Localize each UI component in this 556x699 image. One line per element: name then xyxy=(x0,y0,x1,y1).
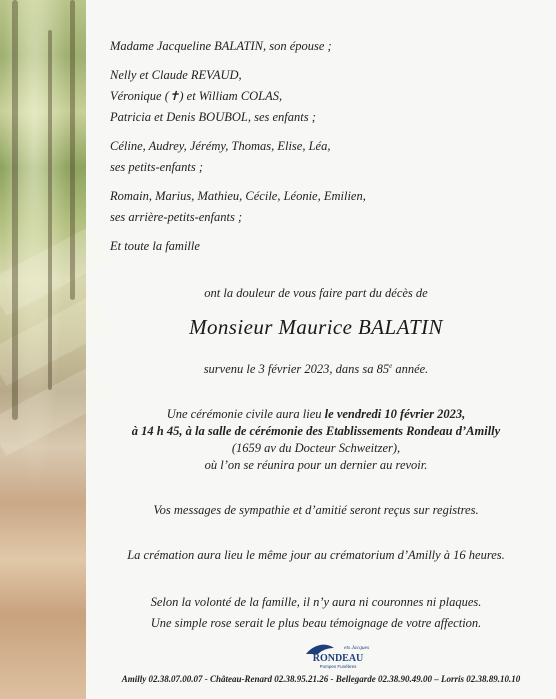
deceased-name: Monsieur Maurice BALATIN xyxy=(189,315,443,339)
ceremony-date: le vendredi 10 février 2023, xyxy=(324,407,466,421)
family-closing: Et toute la famille xyxy=(110,239,200,253)
wish-line: Selon la volonté de la famille, il n’y aura ni couronnes ni plaques. xyxy=(150,595,482,609)
spouse-line: Madame Jacqueline BALATIN, son épouse ; xyxy=(110,39,332,53)
death-suffix: année. xyxy=(392,362,429,377)
child-line: Patricia et Denis BOUBOL, ses enfants ; xyxy=(110,110,316,124)
logo-top-text: ets Jacques xyxy=(344,645,370,651)
wishes-block xyxy=(86,592,546,634)
great-grandchildren-names: Romain, Marius, Mathieu, Cécile, Léonie, Emilien, xyxy=(110,189,366,203)
logo-main-text: RONDEAU xyxy=(312,653,364,664)
forest-photo-strip xyxy=(0,0,86,699)
child-line: Véronique (✝) et William COLAS, xyxy=(110,89,283,103)
grandchildren-names: Céline, Audrey, Jérémy, Thomas, Elise, Léa, xyxy=(110,139,331,153)
messages-text: Vos messages de sympathie et d’amitié seront reçus sur registres. xyxy=(153,503,479,517)
rondeau-logo xyxy=(300,640,376,674)
ceremony-venue: à 14 h 45, à la salle de cérémonie des Etablissements Rondeau d’Amilly xyxy=(131,424,501,438)
announcement-text: ont la douleur de vous faire part du décès de xyxy=(204,286,428,300)
wish-line: Une simple rose serait le plus beau témoignage de votre affection. xyxy=(150,616,482,630)
cremation-text: La crémation aura lieu le même jour au crématorium d’Amilly à 16 heures. xyxy=(127,548,505,562)
family-list xyxy=(110,36,366,265)
death-date-text xyxy=(86,356,546,380)
ceremony-block xyxy=(86,406,546,474)
logo-sub-text: Pompes Funèbres xyxy=(319,664,357,669)
child-line: Nelly et Claude REVAUD, xyxy=(110,68,242,82)
ceremony-address: (1659 av du Docteur Schweitzer), xyxy=(231,441,401,455)
obituary-page xyxy=(86,0,556,699)
grandchildren-label: ses petits-enfants ; xyxy=(110,160,204,174)
death-prefix: survenu le 3 février 2023, dans sa 85 xyxy=(203,362,390,377)
ceremony-farewell: où l’on se réunira pour un dernier au revoir. xyxy=(204,458,428,472)
ceremony-intro: Une cérémonie civile aura lieu xyxy=(166,407,325,421)
ordinal-suffix: e xyxy=(389,362,393,370)
great-grandchildren-label: ses arrière-petits-enfants ; xyxy=(110,210,243,224)
footer-contacts: Amilly 02.38.07.00.07 - Château-Renard 02.38.95.21.26 - Bellegarde 02.38.90.49.00 – Lorris 02.38.89.10.10 xyxy=(121,674,521,684)
